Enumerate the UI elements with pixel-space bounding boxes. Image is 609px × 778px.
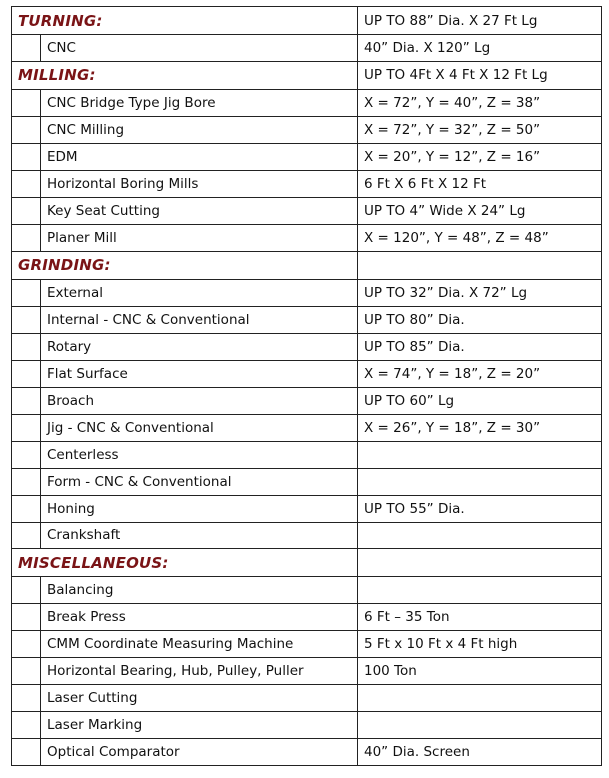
item-name: Laser Cutting xyxy=(41,685,358,712)
item-name: Break Press xyxy=(41,604,358,631)
item-name: Key Seat Cutting xyxy=(41,197,358,224)
section-row xyxy=(12,61,602,89)
item-name: Laser Marking xyxy=(41,712,358,739)
indent-cell xyxy=(12,170,41,197)
indent-cell xyxy=(12,739,41,766)
indent-cell xyxy=(12,89,41,116)
item-spec xyxy=(358,522,602,549)
section-title: GRINDING: xyxy=(12,251,358,279)
indent-cell xyxy=(12,414,41,441)
item-name: Rotary xyxy=(41,333,358,360)
item-name: CMM Coordinate Measuring Machine xyxy=(41,631,358,658)
indent-cell xyxy=(12,604,41,631)
indent-cell xyxy=(12,197,41,224)
item-spec xyxy=(358,468,602,495)
item-spec xyxy=(358,712,602,739)
item-name: Honing xyxy=(41,495,358,522)
indent-cell xyxy=(12,143,41,170)
item-name: External xyxy=(41,279,358,306)
item-spec: X = 72”, Y = 32”, Z = 50” xyxy=(358,116,602,143)
section-row xyxy=(12,251,602,279)
table-row xyxy=(12,522,602,549)
indent-cell xyxy=(12,577,41,604)
table-row xyxy=(12,306,602,333)
indent-cell xyxy=(12,35,41,62)
table-row xyxy=(12,631,602,658)
table-row xyxy=(12,441,602,468)
table-row xyxy=(12,224,602,251)
item-spec: X = 20”, Y = 12”, Z = 16” xyxy=(358,143,602,170)
item-name: Broach xyxy=(41,387,358,414)
item-name: CNC xyxy=(41,35,358,62)
section-spec: UP TO 88” Dia. X 27 Ft Lg xyxy=(358,7,602,35)
item-spec: X = 120”, Y = 48”, Z = 48” xyxy=(358,224,602,251)
item-name: CNC Milling xyxy=(41,116,358,143)
table-row xyxy=(12,577,602,604)
indent-cell xyxy=(12,495,41,522)
item-spec: 6 Ft X 6 Ft X 12 Ft xyxy=(358,170,602,197)
indent-cell xyxy=(12,522,41,549)
item-spec: 40” Dia. Screen xyxy=(358,739,602,766)
item-spec xyxy=(358,577,602,604)
item-name: CNC Bridge Type Jig Bore xyxy=(41,89,358,116)
item-name: Balancing xyxy=(41,577,358,604)
indent-cell xyxy=(12,333,41,360)
indent-cell xyxy=(12,387,41,414)
section-spec xyxy=(358,251,602,279)
section-spec: UP TO 4Ft X 4 Ft X 12 Ft Lg xyxy=(358,61,602,89)
table-row xyxy=(12,35,602,62)
indent-cell xyxy=(12,631,41,658)
section-row xyxy=(12,549,602,577)
table-row xyxy=(12,685,602,712)
item-spec: UP TO 80” Dia. xyxy=(358,306,602,333)
indent-cell xyxy=(12,306,41,333)
section-row xyxy=(12,7,602,35)
item-name: Internal - CNC & Conventional xyxy=(41,306,358,333)
indent-cell xyxy=(12,685,41,712)
table-row xyxy=(12,170,602,197)
table-row xyxy=(12,143,602,170)
capabilities-table xyxy=(11,6,602,766)
indent-cell xyxy=(12,712,41,739)
capabilities-table-body xyxy=(12,7,602,766)
indent-cell xyxy=(12,224,41,251)
table-row xyxy=(12,197,602,224)
table-row xyxy=(12,739,602,766)
item-name: Centerless xyxy=(41,441,358,468)
table-row xyxy=(12,116,602,143)
item-spec: X = 74”, Y = 18”, Z = 20” xyxy=(358,360,602,387)
indent-cell xyxy=(12,360,41,387)
table-row xyxy=(12,89,602,116)
table-row xyxy=(12,468,602,495)
item-spec: UP TO 60” Lg xyxy=(358,387,602,414)
section-spec xyxy=(358,549,602,577)
indent-cell xyxy=(12,279,41,306)
item-name: EDM xyxy=(41,143,358,170)
item-spec: X = 72”, Y = 40”, Z = 38” xyxy=(358,89,602,116)
item-spec xyxy=(358,685,602,712)
section-title: TURNING: xyxy=(12,7,358,35)
item-name: Horizontal Bearing, Hub, Pulley, Puller xyxy=(41,658,358,685)
item-spec: UP TO 85” Dia. xyxy=(358,333,602,360)
indent-cell xyxy=(12,441,41,468)
item-name: Jig - CNC & Conventional xyxy=(41,414,358,441)
item-spec: 6 Ft – 35 Ton xyxy=(358,604,602,631)
section-title: MILLING: xyxy=(12,61,358,89)
table-row xyxy=(12,712,602,739)
item-spec: UP TO 4” Wide X 24” Lg xyxy=(358,197,602,224)
table-row xyxy=(12,360,602,387)
indent-cell xyxy=(12,116,41,143)
indent-cell xyxy=(12,468,41,495)
section-title: MISCELLANEOUS: xyxy=(12,549,358,577)
item-spec: 100 Ton xyxy=(358,658,602,685)
item-spec: 5 Ft x 10 Ft x 4 Ft high xyxy=(358,631,602,658)
table-row xyxy=(12,658,602,685)
item-name: Flat Surface xyxy=(41,360,358,387)
item-spec xyxy=(358,441,602,468)
item-spec: UP TO 55” Dia. xyxy=(358,495,602,522)
item-name: Form - CNC & Conventional xyxy=(41,468,358,495)
item-spec: 40” Dia. X 120” Lg xyxy=(358,35,602,62)
item-spec: X = 26”, Y = 18”, Z = 30” xyxy=(358,414,602,441)
item-name: Optical Comparator xyxy=(41,739,358,766)
indent-cell xyxy=(12,658,41,685)
table-row xyxy=(12,604,602,631)
item-name: Horizontal Boring Mills xyxy=(41,170,358,197)
item-name: Planer Mill xyxy=(41,224,358,251)
item-spec: UP TO 32” Dia. X 72” Lg xyxy=(358,279,602,306)
table-row xyxy=(12,414,602,441)
table-row xyxy=(12,387,602,414)
table-row xyxy=(12,279,602,306)
item-name: Crankshaft xyxy=(41,522,358,549)
table-row xyxy=(12,333,602,360)
table-row xyxy=(12,495,602,522)
